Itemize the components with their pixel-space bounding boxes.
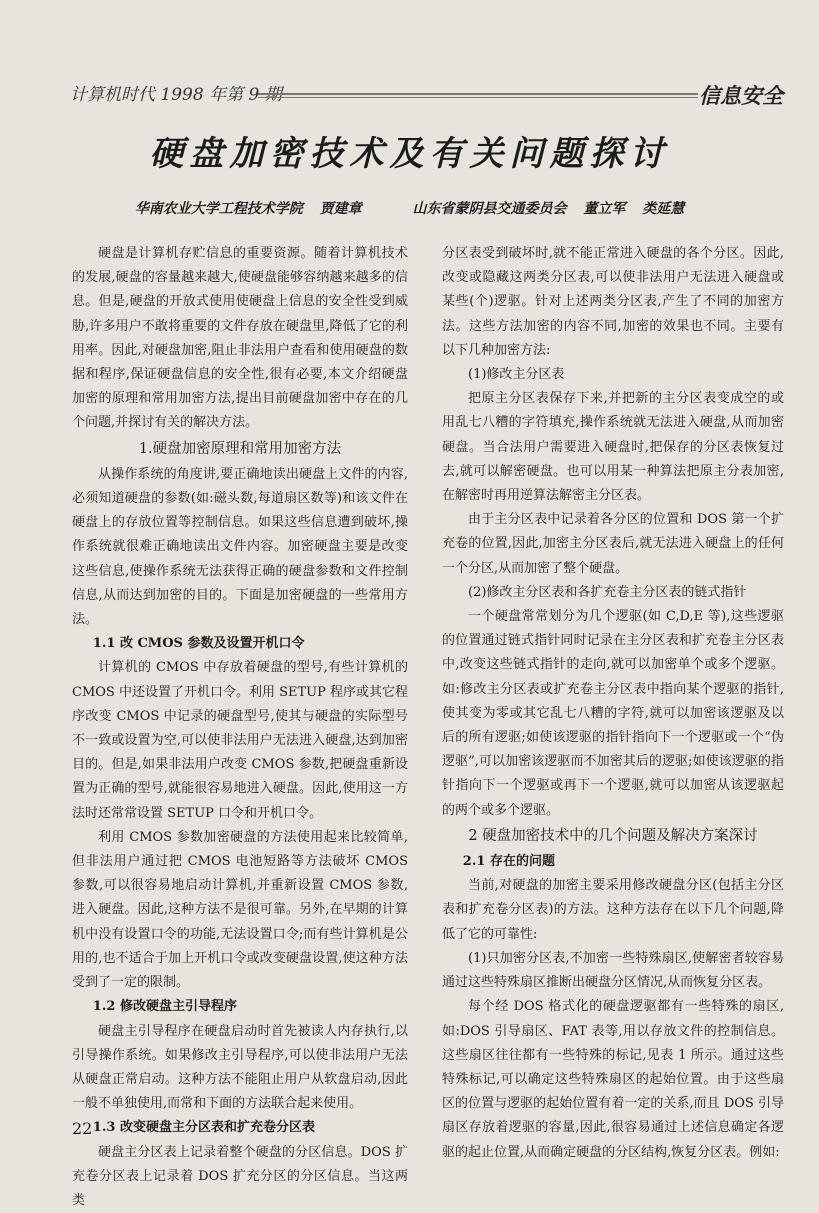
paragraph: 分区表受到破坏时,就不能正常进入硬盘的各个分区。因此,改变或隐藏这两类分区表,可以使非法用户无法进入硬盘或某些(个)逻驱。针对上述两类分区表,产生了不同的加密方法。这些方法加密的内容不同,加密的效果也不同。主要有以下几种加密方法:: [442, 246, 784, 358]
paragraph: 硬盘是计算机存贮信息的重要资源。随着计算机技术的发展,硬盘的容量越来越大,使硬盘能够容纳越来越多的信息。但是,硬盘的开放式使用使硬盘上信息的安全性受到威胁,许多用户不敢将重要的文件存放在硬盘里,降低了它的利用率。因此,对硬盘加密,阻止非法用户查看和使用硬盘的数据和程序,保证硬盘信息的安全性,很有必要,本文介绍硬盘加密的原理和常用加密方法,提出目前硬盘加密中存在的几个问题,并探讨有关的解决方法。: [72, 246, 408, 431]
section-heading: 1.硬盘加密原理和常用加密方法: [138, 440, 342, 457]
header-rule: [258, 93, 698, 98]
author-line: [0, 198, 819, 218]
affiliation-1: 华南农业大学工程技术学院: [134, 201, 303, 217]
section-header: 信息安全: [699, 83, 783, 108]
subsection-heading: 1.2 修改硬盘主引导程序: [92, 999, 237, 1015]
author-2: 董立军: [583, 201, 626, 217]
paragraph: 硬盘主引导程序在硬盘启动时首先被读人内存执行,以引导操作系统。如果修改主引导程序,可以使非法用户无法从硬盘正常启动。这种方法不能阻止用户从软盘启动,因此一般不单独使用,而常和下面的方法联合起来使用。: [72, 1023, 408, 1112]
subsection-heading: 2.1 存在的问题: [462, 854, 555, 870]
left-column: [72, 242, 408, 1213]
paragraph: 把原主分区表保存下来,并把新的主分区表变成空的或用乱七八糟的字符填充,操作系统就无法进入硬盘,从而加密硬盘。当合法用户需要进入硬盘时,把保存的分区表恢复过去,就可以解密硬盘。也可以用某一种算法把原主分表加密,在解密时再用逆算法解密主分区表。: [442, 391, 784, 504]
subsection-heading: 1.1 改 CMOS 参数及设置开机口令: [92, 636, 305, 652]
author-1: 贾建章: [319, 201, 362, 217]
author-3: 类延慧: [642, 201, 685, 217]
article-title: 硬盘加密技术及有关问题探讨: [149, 134, 670, 174]
paragraph: (2)修改主分区表和各扩充卷主分区表的链式指针: [468, 584, 747, 600]
paragraph: 计算机的 CMOS 中存放着硬盘的型号,有些计算机的 CMOS 中还设置了开机口令。利用 SETUP 程序或其它程序改变 CMOS 中记录的硬盘型号,使其与硬盘的实际型号不一致或设置为空,可以使非法用户无法进入硬盘,达到加密目的。但是,如果非法用户改变 CMOS 参数,把硬盘重新设置为正确的型号,就能很容易地进入硬盘。因此,使用这一方法时还常常设置 SETUP 口令和开机口令。: [72, 660, 408, 821]
affiliation-2: 山东省蒙阴县交通委员会: [412, 201, 567, 217]
paragraph: 从操作系统的角度讲,要正确地读出硬盘上文件的内容,必须知道硬盘的参数(如:磁头数,每道扇区数等)和该文件在硬盘上的存放位置等控制信息。如果这些信息遭到破坏,操作系统就很难正确地读出文件内容。加密硬盘主要是改变这些信息,使操作系统无法获得正确的硬盘参数和文件控制信息,从而达到加密的目的。下面是加密硬盘的一些常用方法。: [72, 466, 408, 628]
right-column: [442, 242, 784, 1165]
paragraph: (1)修改主分区表: [468, 367, 565, 383]
paragraph: 每个经 DOS 格式化的硬盘逻驱都有一些特殊的扇区,如:DOS 引导扇区、FAT 表等,用以存放文件的控制信息。这些扇区往往都有一些特殊的标记,见表 1 所示。通过这些特殊标记,可以确定这些特殊扇区的起始位置。由于这些扇区的位置与逻驱的起始位置有着一定的关系,而且 DOS 引导扇区存放着逻驱的容量,因此,很容易通过上述信息确定各逻驱的起止位置,从而确定硬盘的分区结构,恢复分区表。例如:: [442, 999, 784, 1160]
paragraph: 一个硬盘常常划分为几个逻驱(如 C,D,E 等),这些逻驱的位置通过链式指针同时记录在主分区表和扩充卷主分区表中,改变这些链式指针的走向,就可以加密单个或多个逻驱。如:修改主分区表或扩充卷主分区表中指向某个逻驱的指针,使其变为零或其它乱七八糟的字符,就可以加密该逻驱及以后的所有逻驱;如使该逻驱的指针指向下一个逻驱或一个“伪逻驱”,可以加密该逻驱而不加密其后的逻驱;如使该逻驱的指针指向下一个逻驱或再下一个逻驱,就可以加密从该逻驱起的两个或多个逻驱。: [442, 609, 784, 818]
subsection-heading: 1.3 改变硬盘主分区表和扩充卷分区表: [92, 1120, 315, 1136]
paragraph: 当前,对硬盘的加密主要采用修改硬盘分区(包括主分区表和扩充卷分区表)的方法。这种方法存在以下几个问题,降低了它的可靠性:: [442, 878, 784, 942]
page-number: 22: [72, 1119, 93, 1138]
paragraph: 利用 CMOS 参数加密硬盘的方法使用起来比较简单,但非法用户通过把 CMOS 电池短路等方法破坏 CMOS 参数,可以很容易地启动计算机,并重新设置 CMOS 参数,进入硬盘。因此,这种方法不是很可靠。另外,在早期的计算机中没有设置口令的功能,无法设置口令;而有些计算机是公用的,也不适合于加上开机口令或改变硬盘设置,使这种方法受到了一定的限制。: [72, 829, 408, 991]
paragraph: (1)只加密分区表,不加密一些特殊扇区,使解密者较容易通过这些特殊扇区推断出硬盘分区情况,从而恢复分区表。: [442, 950, 784, 991]
paragraph: 硬盘主分区表上记录着整个硬盘的分区信息。DOS 扩充卷分区表上记录着 DOS 扩充分区的分区信息。当这两类: [72, 1144, 408, 1208]
journal-header: 计算机时代 1998 年第 9 期: [70, 85, 282, 105]
section-heading: 2 硬盘加密技术中的几个问题及解决方案深讨: [468, 827, 758, 844]
paragraph: 由于主分区表中记录着各分区的位置和 DOS 第一个扩充卷的位置,因此,加密主分区表后,就无法进入硬盘上的任何一个分区,从而加密了整个硬盘。: [442, 512, 784, 576]
